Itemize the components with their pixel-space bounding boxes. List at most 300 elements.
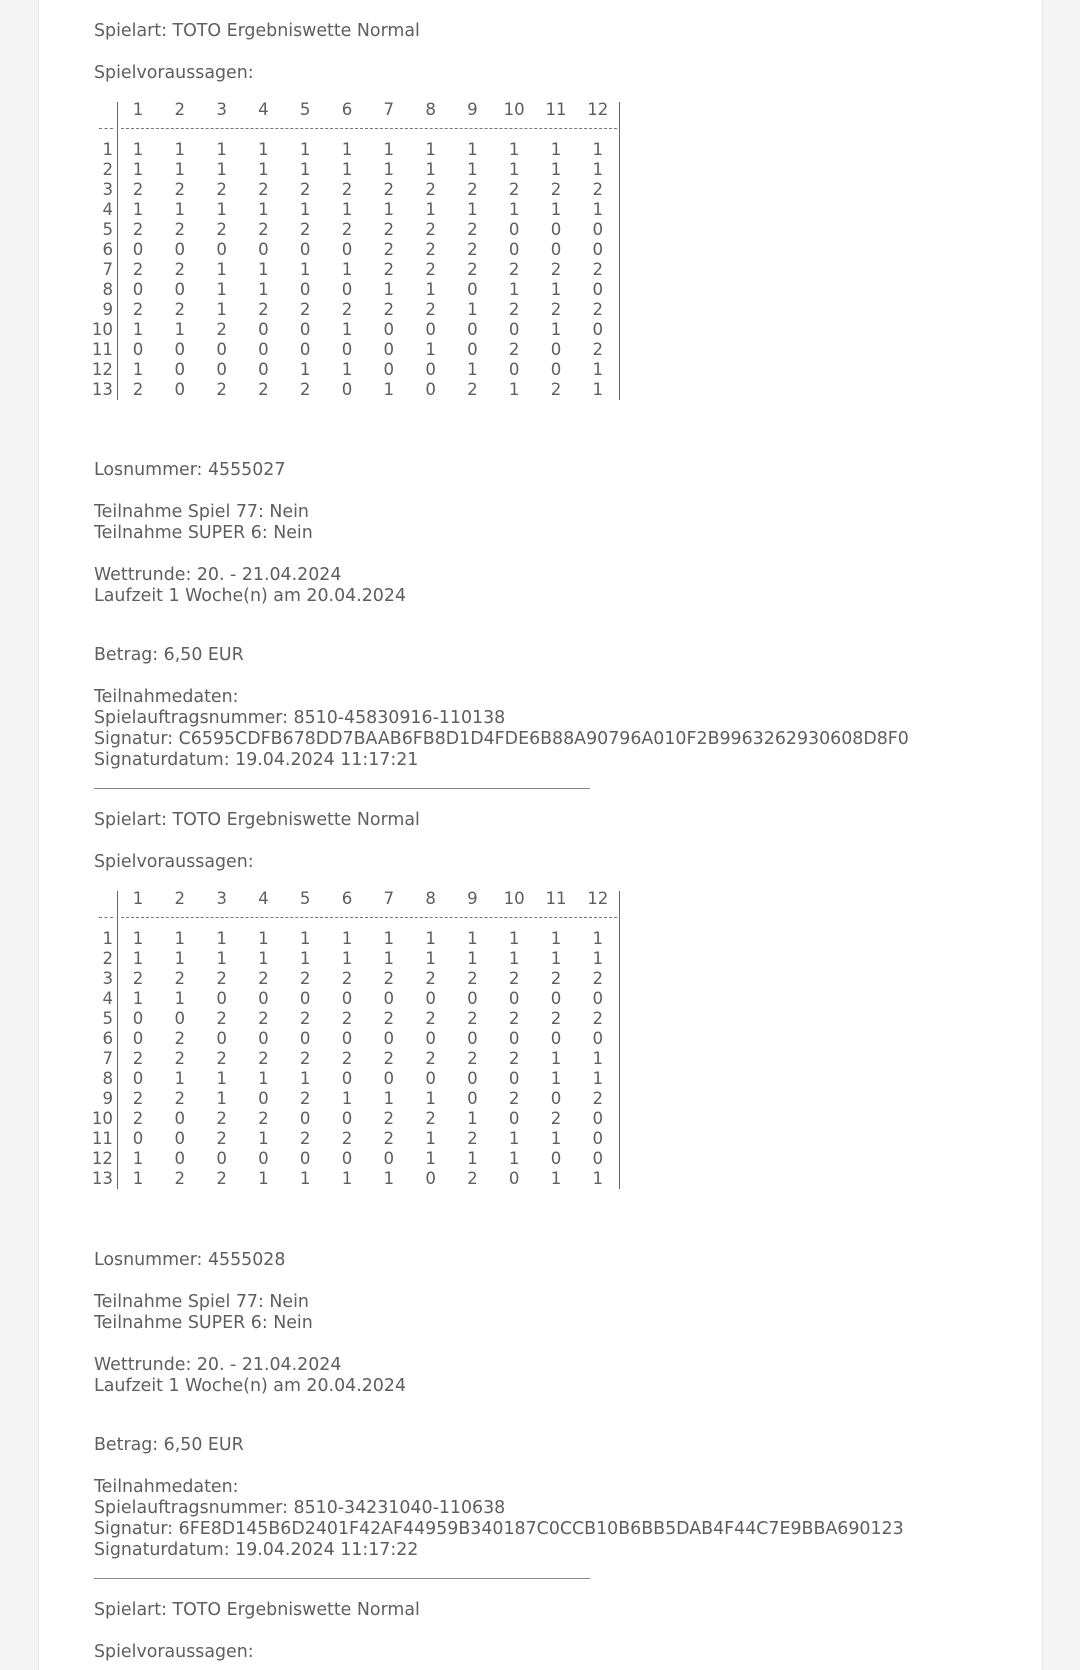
prediction-cell: 1 <box>467 929 478 948</box>
prediction-cell: 2 <box>132 1049 144 1068</box>
prediction-cell: 0 <box>592 989 604 1008</box>
prediction-cell: 2 <box>216 1169 227 1188</box>
prediction-cell: 1 <box>341 1169 353 1188</box>
prediction-cell: 1 <box>216 300 227 319</box>
column-header: 11 <box>545 889 567 908</box>
prediction-cell: 2 <box>425 969 436 988</box>
prediction-cell: 1 <box>467 300 478 319</box>
prediction-cell: 1 <box>425 1089 436 1108</box>
row-label: 3 <box>102 969 113 988</box>
prediction-cell: 2 <box>467 969 478 988</box>
prediction-cell: 1 <box>132 989 144 1008</box>
prediction-cell: 1 <box>508 200 520 219</box>
prediction-cell: 1 <box>383 949 395 968</box>
prediction-cell: 2 <box>550 380 562 399</box>
prediction-cell: 1 <box>592 140 604 159</box>
prediction-cell: 2 <box>425 180 436 199</box>
prediction-cell: 0 <box>592 1109 604 1128</box>
losnummer-line: Losnummer: 4555027 <box>94 460 286 480</box>
prediction-cell: 0 <box>341 989 353 1008</box>
prediction-cell: 1 <box>216 1069 227 1088</box>
prediction-cell: 1 <box>592 360 604 379</box>
prediction-cell: 0 <box>341 340 353 359</box>
prediction-cell: 0 <box>425 989 436 1008</box>
laufzeit-line: Laufzeit 1 Woche(n) am 20.04.2024 <box>94 1376 407 1396</box>
prediction-cell: 1 <box>258 280 269 299</box>
prediction-cell: 0 <box>174 1129 186 1148</box>
prediction-cell: 2 <box>592 260 604 279</box>
teilnahmedaten-label: Teilnahmedaten: <box>94 687 239 707</box>
prediction-cell: 2 <box>550 300 562 319</box>
prediction-cell: 0 <box>258 240 269 259</box>
prediction-cell: 0 <box>425 320 436 339</box>
prediction-cell: 2 <box>132 1109 144 1128</box>
prediction-cell: 2 <box>216 220 227 239</box>
prediction-cell: 0 <box>550 1149 562 1168</box>
prediction-cell: 1 <box>550 320 562 339</box>
prediction-cell: 0 <box>467 1089 478 1108</box>
prediction-cell: 2 <box>341 1009 353 1028</box>
prediction-cell: 0 <box>341 380 353 399</box>
prediction-cell: 1 <box>425 280 436 299</box>
prediction-cell: 1 <box>216 280 227 299</box>
prediction-cell: 0 <box>550 360 562 379</box>
column-header: 7 <box>383 100 395 119</box>
wettrunde-line: Wettrunde: 20. - 21.04.2024 <box>94 1355 342 1375</box>
row-label: 5 <box>102 220 113 239</box>
prediction-cell: 1 <box>383 280 395 299</box>
prediction-cell: 1 <box>174 989 186 1008</box>
prediction-cell: 1 <box>174 1069 186 1088</box>
prediction-cell: 0 <box>174 280 186 299</box>
prediction-cell: 1 <box>508 929 520 948</box>
prediction-cell: 0 <box>174 1009 186 1028</box>
column-header: 1 <box>132 889 144 908</box>
row-label: 2 <box>102 160 113 179</box>
prediction-cell: 2 <box>299 180 311 199</box>
prediction-cell: 2 <box>341 220 353 239</box>
prediction-cell: 1 <box>550 1049 562 1068</box>
table-header-rule <box>99 917 113 918</box>
prediction-cell: 1 <box>425 1149 436 1168</box>
prediction-cell: 1 <box>174 320 186 339</box>
prediction-cell: 0 <box>132 1009 144 1028</box>
prediction-cell: 1 <box>592 380 604 399</box>
prediction-cell: 2 <box>341 1129 353 1148</box>
prediction-cell: 2 <box>592 969 604 988</box>
spielart-line: Spielart: TOTO Ergebniswette Normal <box>94 810 420 830</box>
spielvoraussagen-label: Spielvoraussagen: <box>94 63 254 83</box>
prediction-cell: 2 <box>299 300 311 319</box>
prediction-cell: 0 <box>550 1089 562 1108</box>
prediction-cell: 0 <box>132 1029 144 1048</box>
prediction-cell: 1 <box>383 380 395 399</box>
prediction-cell: 0 <box>216 989 227 1008</box>
prediction-cell: 1 <box>258 160 269 179</box>
prediction-cell: 2 <box>550 969 562 988</box>
prediction-cell: 1 <box>550 929 562 948</box>
prediction-cell: 2 <box>425 240 436 259</box>
prediction-cell: 2 <box>132 260 144 279</box>
prediction-cell: 0 <box>383 360 395 379</box>
column-header: 12 <box>587 100 609 119</box>
column-header: 6 <box>341 100 353 119</box>
prediction-cell: 2 <box>467 1009 478 1028</box>
prediction-cell: 0 <box>508 1109 520 1128</box>
prediction-cell: 0 <box>299 280 311 299</box>
prediction-cell: 2 <box>383 969 395 988</box>
prediction-cell: 0 <box>341 1149 353 1168</box>
row-label: 7 <box>102 1049 113 1068</box>
ticket-card <box>38 0 1043 1670</box>
prediction-cell: 2 <box>383 240 395 259</box>
column-header: 9 <box>467 100 478 119</box>
prediction-cell: 1 <box>425 340 436 359</box>
prediction-cell: 2 <box>425 220 436 239</box>
prediction-cell: 2 <box>174 260 186 279</box>
prediction-cell: 0 <box>299 989 311 1008</box>
prediction-cell: 0 <box>132 1129 144 1148</box>
prediction-cell: 2 <box>467 1169 478 1188</box>
prediction-cell: 2 <box>508 1049 520 1068</box>
prediction-cell: 0 <box>341 1069 353 1088</box>
signatur-line: Signatur: C6595CDFB678DD7BAAB6FB8D1D4FDE6B88A90796A010F2B9963262930608D8F0 <box>94 729 909 749</box>
prediction-cell: 1 <box>174 200 186 219</box>
prediction-cell: 0 <box>508 1169 520 1188</box>
prediction-cell: 2 <box>467 1049 478 1068</box>
prediction-cell: 1 <box>592 929 604 948</box>
prediction-cell: 2 <box>258 220 269 239</box>
prediction-cell: 0 <box>383 320 395 339</box>
prediction-cell: 1 <box>132 200 144 219</box>
prediction-cell: 1 <box>383 160 395 179</box>
prediction-cell: 1 <box>383 140 395 159</box>
prediction-cell: 2 <box>592 340 604 359</box>
prediction-cell: 0 <box>258 989 269 1008</box>
prediction-cell: 2 <box>341 1049 353 1068</box>
prediction-cell: 1 <box>299 1169 311 1188</box>
prediction-cell: 0 <box>216 1029 227 1048</box>
column-header: 10 <box>503 889 525 908</box>
prediction-cell: 0 <box>299 1149 311 1168</box>
prediction-cell: 1 <box>258 200 269 219</box>
column-header: 3 <box>216 100 227 119</box>
prediction-cell: 2 <box>383 260 395 279</box>
prediction-cell: 1 <box>508 160 520 179</box>
prediction-cell: 2 <box>174 300 186 319</box>
column-header: 2 <box>174 889 186 908</box>
prediction-cell: 0 <box>425 1169 436 1188</box>
prediction-cell: 0 <box>174 360 186 379</box>
prediction-cell: 2 <box>299 1089 311 1108</box>
prediction-cell: 2 <box>425 1049 436 1068</box>
prediction-cell: 2 <box>258 380 269 399</box>
prediction-cell: 0 <box>258 1029 269 1048</box>
row-label: 6 <box>102 240 113 259</box>
prediction-cell: 1 <box>341 260 353 279</box>
prediction-cell: 1 <box>299 200 311 219</box>
prediction-cell: 2 <box>383 1109 395 1128</box>
prediction-cell: 1 <box>132 949 144 968</box>
prediction-cell: 1 <box>508 1129 520 1148</box>
prediction-cell: 1 <box>550 1129 562 1148</box>
prediction-cell: 2 <box>550 1109 562 1128</box>
prediction-cell: 1 <box>550 949 562 968</box>
prediction-cell: 0 <box>258 320 269 339</box>
row-label: 1 <box>102 929 113 948</box>
prediction-cell: 1 <box>467 1149 478 1168</box>
prediction-cell: 1 <box>216 200 227 219</box>
table-header-rule <box>121 128 617 129</box>
prediction-cell: 1 <box>341 360 353 379</box>
prediction-cell: 0 <box>216 1149 227 1168</box>
prediction-cell: 0 <box>467 1029 478 1048</box>
table-header-rule <box>99 128 113 129</box>
prediction-cell: 0 <box>174 340 186 359</box>
prediction-cell: 0 <box>299 1029 311 1048</box>
prediction-cell: 1 <box>508 140 520 159</box>
prediction-cell: 2 <box>258 300 269 319</box>
prediction-cell: 0 <box>299 320 311 339</box>
prediction-cell: 1 <box>467 949 478 968</box>
prediction-cell: 0 <box>592 1029 604 1048</box>
super6-line: Teilnahme SUPER 6: Nein <box>94 523 313 543</box>
prediction-cell: 1 <box>467 140 478 159</box>
prediction-cell: 1 <box>508 380 520 399</box>
prediction-cell: 0 <box>216 240 227 259</box>
prediction-cell: 1 <box>299 360 311 379</box>
prediction-cell: 1 <box>508 1149 520 1168</box>
prediction-cell: 2 <box>258 1049 269 1068</box>
prediction-cell: 0 <box>467 340 478 359</box>
prediction-cell: 0 <box>174 1109 186 1128</box>
prediction-cell: 1 <box>132 320 144 339</box>
laufzeit-line: Laufzeit 1 Woche(n) am 20.04.2024 <box>94 586 407 606</box>
betrag-line: Betrag: 6,50 EUR <box>94 1435 244 1455</box>
spielvoraussagen-label: Spielvoraussagen: <box>94 852 254 872</box>
row-label: 8 <box>102 280 113 299</box>
prediction-cell: 1 <box>132 1169 144 1188</box>
prediction-cell: 0 <box>383 340 395 359</box>
prediction-cell: 0 <box>258 1089 269 1108</box>
prediction-cell: 2 <box>216 320 227 339</box>
prediction-cell: 1 <box>299 1069 311 1088</box>
losnummer-line: Losnummer: 4555028 <box>94 1250 286 1270</box>
column-header: 8 <box>425 889 436 908</box>
prediction-cell: 0 <box>467 989 478 1008</box>
prediction-cell: 1 <box>258 140 269 159</box>
prediction-cell: 0 <box>467 320 478 339</box>
prediction-cell: 2 <box>299 1009 311 1028</box>
column-header: 1 <box>132 100 144 119</box>
prediction-cell: 1 <box>299 949 311 968</box>
separator-line <box>94 788 590 789</box>
row-label: 8 <box>102 1069 113 1088</box>
prediction-cell: 2 <box>592 300 604 319</box>
spielauftragsnummer-line: Spielauftragsnummer: 8510-34231040-110638 <box>94 1498 506 1518</box>
prediction-cell: 2 <box>299 969 311 988</box>
prediction-cell: 0 <box>508 240 520 259</box>
row-label: 11 <box>91 340 113 359</box>
prediction-cell: 2 <box>467 240 478 259</box>
prediction-cell: 2 <box>592 1009 604 1028</box>
row-label: 9 <box>102 300 113 319</box>
prediction-cell: 0 <box>216 360 227 379</box>
prediction-cell: 2 <box>174 969 186 988</box>
prediction-cell: 2 <box>258 1009 269 1028</box>
prediction-cell: 0 <box>341 1109 353 1128</box>
row-label: 1 <box>102 140 113 159</box>
prediction-cell: 1 <box>592 200 604 219</box>
prediction-cell: 2 <box>299 1049 311 1068</box>
row-label: 12 <box>91 1149 113 1168</box>
prediction-cell: 0 <box>550 220 562 239</box>
prediction-cell: 2 <box>216 1129 227 1148</box>
prediction-cell: 0 <box>258 340 269 359</box>
prediction-cell: 1 <box>341 320 353 339</box>
prediction-cell: 2 <box>132 300 144 319</box>
prediction-cell: 1 <box>425 160 436 179</box>
row-label: 4 <box>102 200 113 219</box>
prediction-cell: 2 <box>341 969 353 988</box>
prediction-cell: 1 <box>132 140 144 159</box>
prediction-cell: 1 <box>550 200 562 219</box>
prediction-cell: 1 <box>258 949 269 968</box>
prediction-cell: 0 <box>592 320 604 339</box>
separator-line <box>94 1578 590 1579</box>
prediction-cell: 0 <box>258 1149 269 1168</box>
signaturdatum-line: Signaturdatum: 19.04.2024 11:17:21 <box>94 750 419 770</box>
prediction-cell: 1 <box>467 160 478 179</box>
prediction-cell: 0 <box>383 989 395 1008</box>
prediction-cell: 0 <box>383 1029 395 1048</box>
prediction-cell: 2 <box>216 1109 227 1128</box>
prediction-cell: 1 <box>425 1129 436 1148</box>
prediction-cell: 0 <box>550 240 562 259</box>
prediction-cell: 0 <box>508 220 520 239</box>
prediction-cell: 0 <box>132 280 144 299</box>
prediction-cell: 1 <box>592 1169 604 1188</box>
spiel77-line: Teilnahme Spiel 77: Nein <box>94 502 309 522</box>
prediction-cell: 0 <box>132 1069 144 1088</box>
prediction-cell: 0 <box>467 1069 478 1088</box>
prediction-cell: 2 <box>299 1129 311 1148</box>
prediction-cell: 2 <box>508 1009 520 1028</box>
prediction-cell: 2 <box>383 180 395 199</box>
signaturdatum-line: Signaturdatum: 19.04.2024 11:17:22 <box>94 1540 419 1560</box>
prediction-cell: 2 <box>299 220 311 239</box>
prediction-cell: 1 <box>216 160 227 179</box>
prediction-cell: 2 <box>425 300 436 319</box>
prediction-cell: 2 <box>299 380 311 399</box>
row-label: 5 <box>102 1009 113 1028</box>
prediction-cell: 0 <box>592 280 604 299</box>
prediction-cell: 2 <box>467 1129 478 1148</box>
prediction-cell: 2 <box>383 1049 395 1068</box>
row-label: 6 <box>102 1029 113 1048</box>
prediction-cell: 2 <box>508 300 520 319</box>
prediction-cell: 0 <box>341 1029 353 1048</box>
prediction-cell: 1 <box>341 140 353 159</box>
prediction-cell: 0 <box>425 1069 436 1088</box>
prediction-cell: 1 <box>174 140 186 159</box>
row-label: 4 <box>102 989 113 1008</box>
betrag-line: Betrag: 6,50 EUR <box>94 645 244 665</box>
column-header: 12 <box>587 889 609 908</box>
prediction-cell: 2 <box>467 260 478 279</box>
prediction-cell: 1 <box>258 929 269 948</box>
prediction-cell: 1 <box>550 1069 562 1088</box>
prediction-cell: 2 <box>216 969 227 988</box>
prediction-cell: 0 <box>383 1069 395 1088</box>
prediction-cell: 2 <box>341 180 353 199</box>
column-header: 8 <box>425 100 436 119</box>
prediction-cell: 0 <box>341 280 353 299</box>
prediction-cell: 2 <box>174 1169 186 1188</box>
spielvoraussagen-label: Spielvoraussagen: <box>94 1642 254 1662</box>
prediction-cell: 1 <box>299 929 311 948</box>
prediction-cell: 2 <box>508 180 520 199</box>
prediction-cell: 1 <box>258 1129 269 1148</box>
prediction-cell: 1 <box>383 200 395 219</box>
prediction-cell: 0 <box>258 360 269 379</box>
prediction-cell: 2 <box>216 380 227 399</box>
prediction-cell: 1 <box>550 140 562 159</box>
prediction-cell: 2 <box>174 1029 186 1048</box>
prediction-cell: 1 <box>592 1049 604 1068</box>
prediction-cell: 0 <box>508 360 520 379</box>
prediction-cell: 0 <box>508 1069 520 1088</box>
prediction-cell: 2 <box>425 1009 436 1028</box>
column-header: 4 <box>258 100 269 119</box>
prediction-cell: 2 <box>383 1129 395 1148</box>
prediction-cell: 1 <box>216 929 227 948</box>
column-header: 10 <box>503 100 525 119</box>
prediction-cell: 1 <box>592 949 604 968</box>
prediction-cell: 1 <box>132 360 144 379</box>
row-label: 11 <box>91 1129 113 1148</box>
prediction-cell: 1 <box>467 360 478 379</box>
column-header: 2 <box>174 100 186 119</box>
row-label: 13 <box>91 1169 113 1188</box>
prediction-cell: 0 <box>550 989 562 1008</box>
prediction-cell: 1 <box>508 949 520 968</box>
prediction-cell: 0 <box>592 1149 604 1168</box>
row-label: 10 <box>91 320 113 339</box>
prediction-cell: 1 <box>132 1149 144 1168</box>
prediction-cell: 0 <box>467 280 478 299</box>
prediction-cell: 0 <box>383 1149 395 1168</box>
prediction-cell: 0 <box>425 1029 436 1048</box>
prediction-cell: 2 <box>174 1049 186 1068</box>
prediction-cell: 0 <box>592 1129 604 1148</box>
row-label: 13 <box>91 380 113 399</box>
table-right-border <box>619 891 620 1189</box>
prediction-cell: 1 <box>550 1169 562 1188</box>
prediction-cell: 2 <box>425 260 436 279</box>
prediction-cell: 1 <box>216 949 227 968</box>
prediction-cell: 0 <box>508 989 520 1008</box>
prediction-cell: 1 <box>592 1069 604 1088</box>
prediction-cell: 0 <box>550 340 562 359</box>
row-label: 9 <box>102 1089 113 1108</box>
prediction-cell: 1 <box>341 929 353 948</box>
prediction-cell: 2 <box>174 1089 186 1108</box>
prediction-cell: 0 <box>425 380 436 399</box>
prediction-cell: 1 <box>258 260 269 279</box>
column-header: 6 <box>341 889 353 908</box>
spiel77-line: Teilnahme Spiel 77: Nein <box>94 1292 309 1312</box>
